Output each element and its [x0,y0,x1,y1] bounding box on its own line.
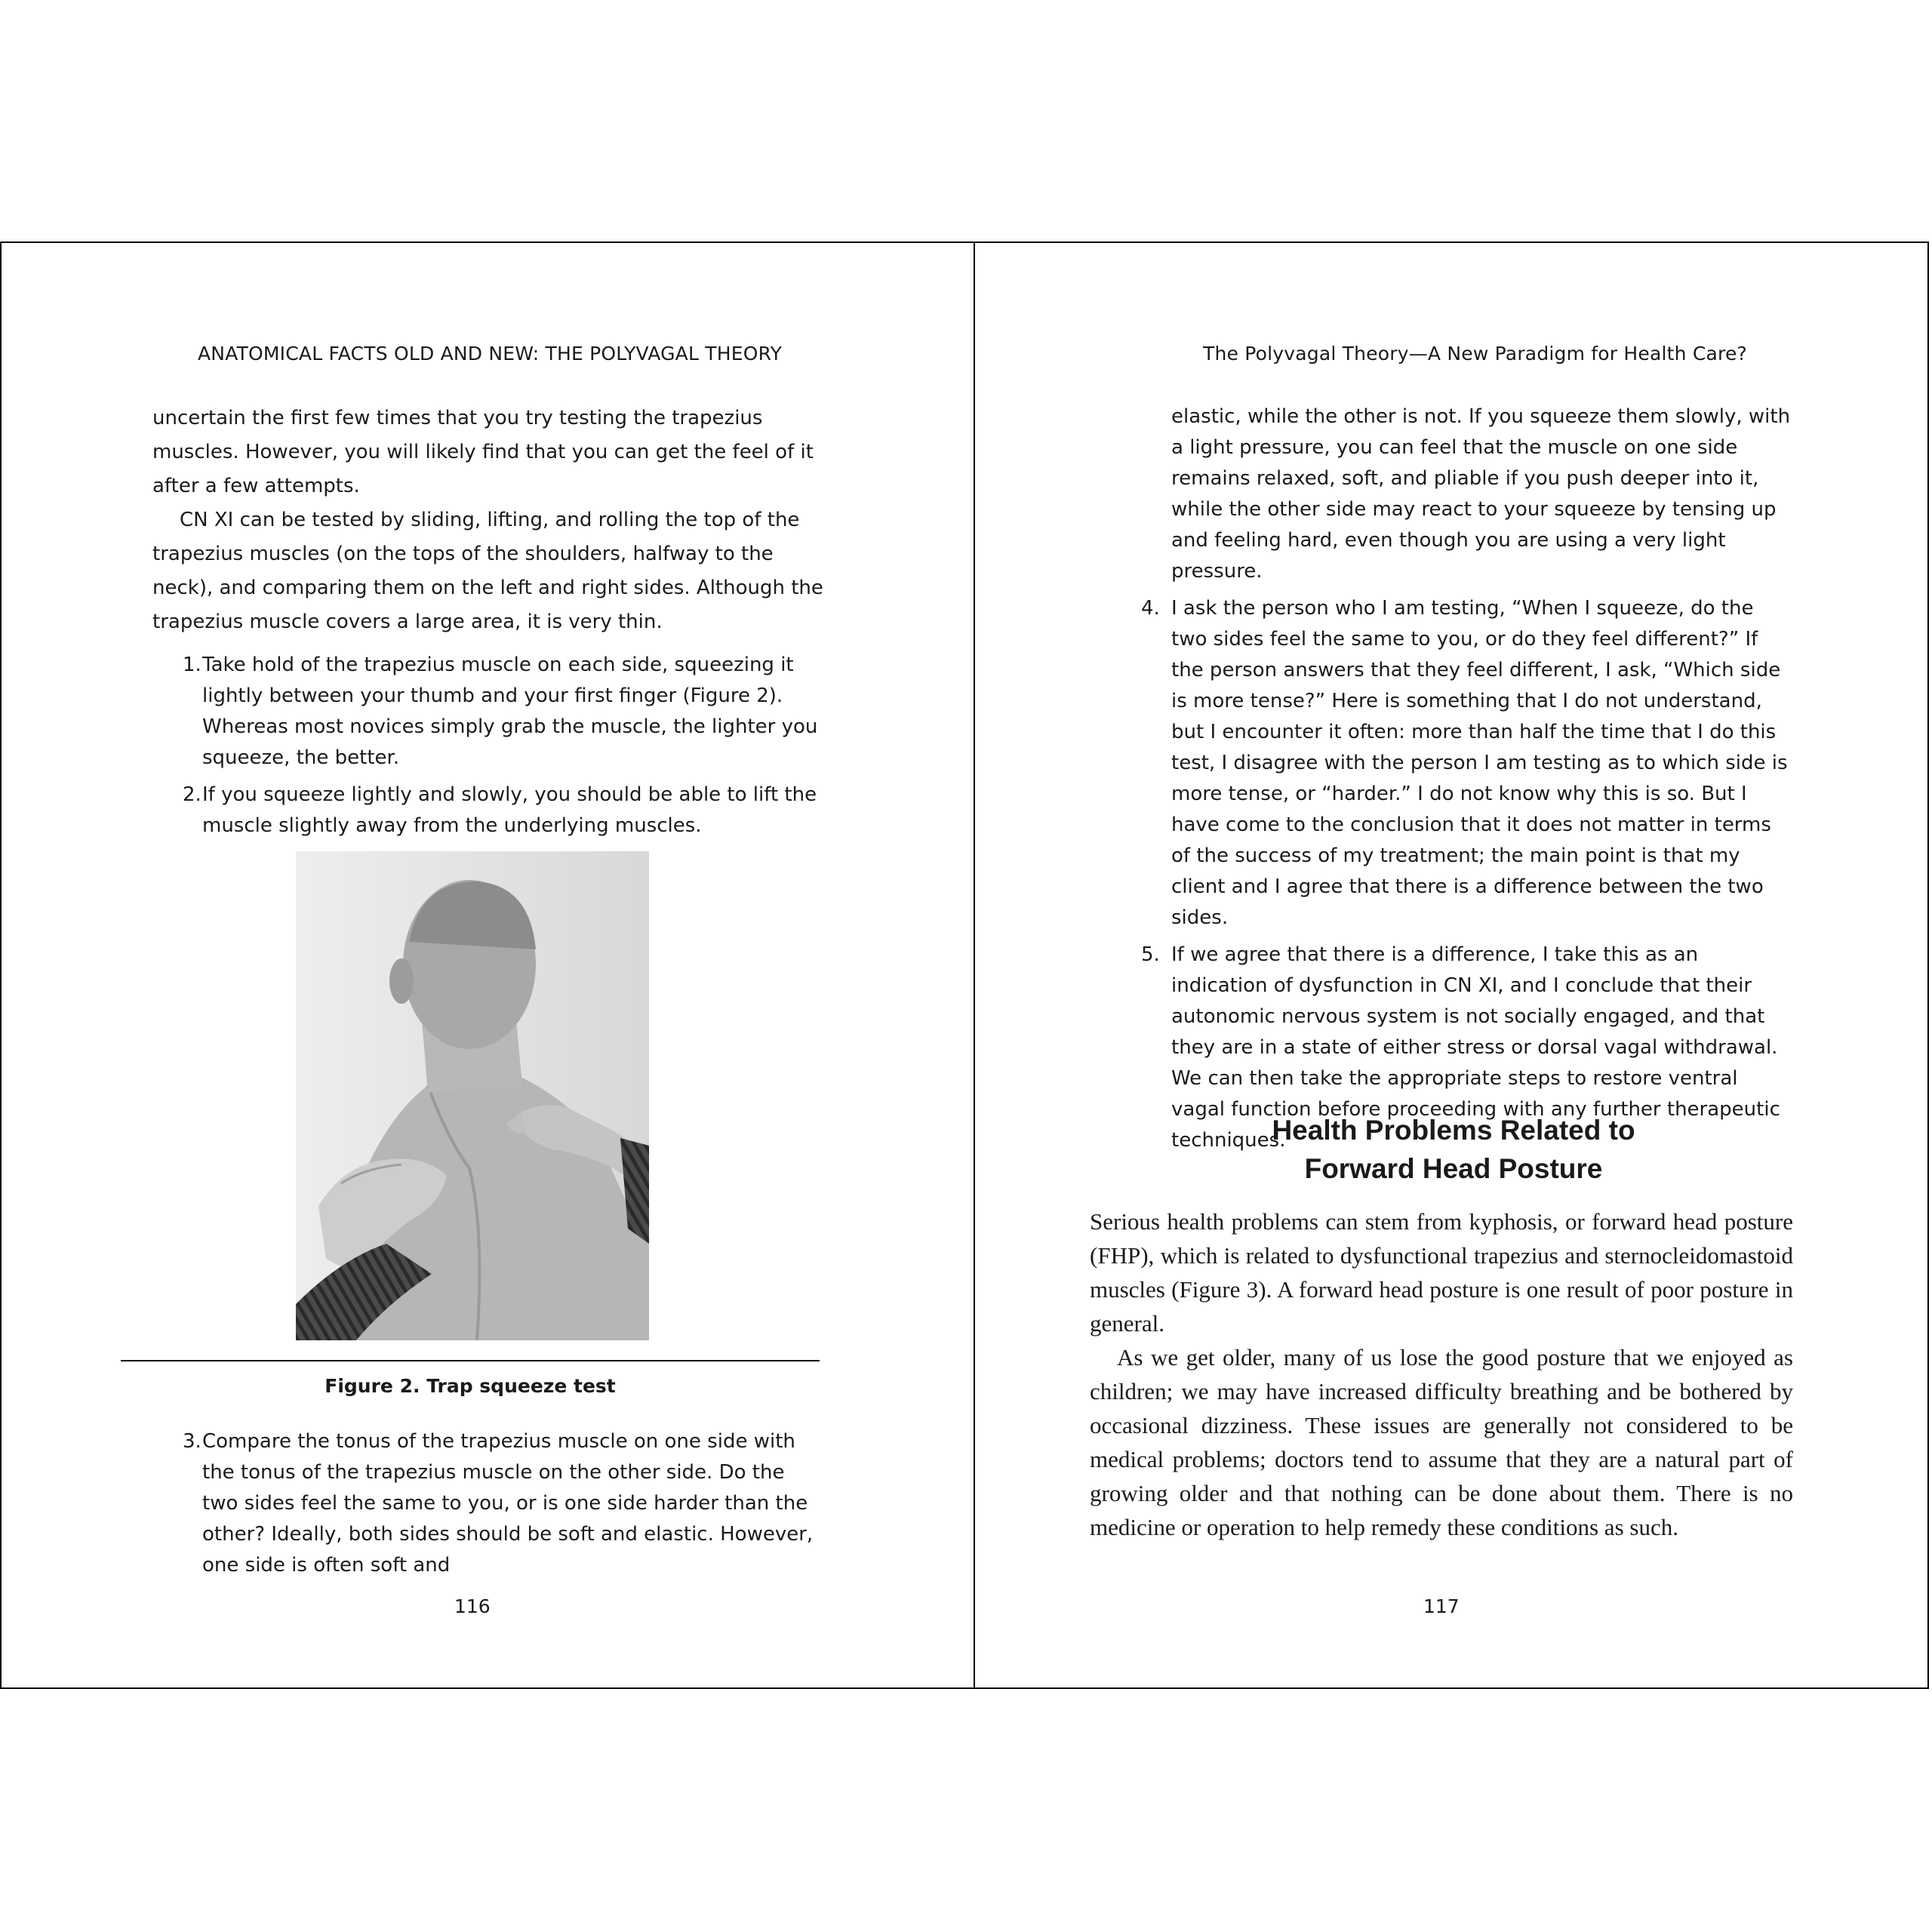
numbered-list [152,650,824,841]
section-heading [1103,1111,1804,1188]
paragraph: uncertain the first few times that you try testing the trapezius muscles. However, you will likely find that you can get the feel of it after a few attempts. [152,407,814,497]
paragraph: Serious health problems can stem from kyphosis, or forward head posture (FHP), which is related to dysfunctional trapezius and sternocleidomastoid muscles (Figure 3). A forward head posture is one result of poor posture in general. [1090,1208,1793,1337]
list-item-text: If we agree that there is a difference, I take this as an indication of dysfunction in CN XI, and I conclude that their autonomic nervous system is not socially engaged, and that they are in a state of either stress or dorsal vagal withdrawal. We can then take the appropriate steps to restore ventral vagal function before proceeding with any further therapeutic techniques. [1171,943,1780,1152]
left-body-text [152,401,824,841]
list-number: 3. [183,1430,202,1453]
section-heading-line: Forward Head Posture [1304,1153,1603,1184]
list-item [152,1426,824,1581]
page-number: 116 [454,1595,491,1617]
paragraph: CN XI can be tested by sliding, lifting, and rolling the top of the trapezius muscles (on the tops of the shoulders, halfway to the neck), and comparing them on the left and right sides. Although the trapezius muscle covers a large area, it is very thin. [152,509,823,633]
figure-rule [121,1360,820,1361]
figure-photo-trap-squeeze [296,851,649,1340]
list-item [152,650,824,774]
list-item-text: Take hold of the trapezius muscle on each side, squeezing it lightly between your thumb and your first finger (Figure 2). Whereas most novices simply grab the muscle, the lighter you squeeze, the better. [202,654,818,769]
running-head: The Polyvagal Theory—A New Paradigm for Health Care? [1203,343,1748,365]
right-body-text [1141,401,1792,1156]
right-page [975,243,1930,1687]
list-number: 2. [183,783,202,806]
figure-caption: Figure 2. Trap squeeze test [325,1375,616,1397]
list-item-text: If you squeeze lightly and slowly, you should be able to lift the muscle slightly away from the underlying muscles. [202,783,817,837]
right-serif-body [1090,1204,1793,1544]
section-heading-line: Health Problems Related to [1272,1115,1635,1146]
left-page [2,243,974,1687]
running-head: ANATOMICAL FACTS OLD AND NEW: THE POLYVAGAL THEORY [198,343,783,365]
list-number: 5. [1141,943,1160,966]
list-item [1141,593,1792,934]
list-continuation: elastic, while the other is not. If you squeeze them slowly, with a light pressure, you can feel that the muscle on one side remains relaxed, soft, and pliable if you push deeper into it, while the other side may react to your squeeze by tensing up and feeling hard, even though you are using a very light pressure. [1171,405,1791,583]
page-number: 117 [1423,1595,1460,1617]
numbered-list [1141,593,1792,1156]
left-body-text-continued [152,1426,824,1581]
list-item-text: Compare the tonus of the trapezius muscle on one side with the tonus of the trapezius muscle on the other side. Do the two sides feel the same to you, or is one side harder than the other? Ideally, both sides should be soft and elastic. However, one side is often soft and [202,1430,814,1577]
list-item-text: I ask the person who I am testing, “When I squeeze, do the two sides feel the same to you, or do they feel different?” If the person answers that they feel different, I ask, “Which side is more tense?” Here is something that I do not understand, but I encounter it often: more than half the time that I do this test, I disagree with the person I am testing as to which side is more tense, or “harder.” I do not know why this is so. But I have come to the conclusion that it does not matter in terms of the success of my treatment; the main point is that my client and I agree that there is a difference between the two sides. [1171,597,1788,929]
book-spread [0,242,1929,1689]
numbered-list [152,1426,824,1581]
list-number: 1. [183,654,202,676]
list-item [152,780,824,841]
list-number: 4. [1141,597,1160,620]
paragraph: As we get older, many of us lose the good posture that we enjoyed as children; we may have increased difficulty breathing and be bothered by occasional dizziness. These issues are generally not considered to be medical problems; doctors tend to assume that they are a natural part of growing older and that nothing can be done about them. There is no medicine or operation to help remedy these conditions as such. [1090,1344,1793,1540]
